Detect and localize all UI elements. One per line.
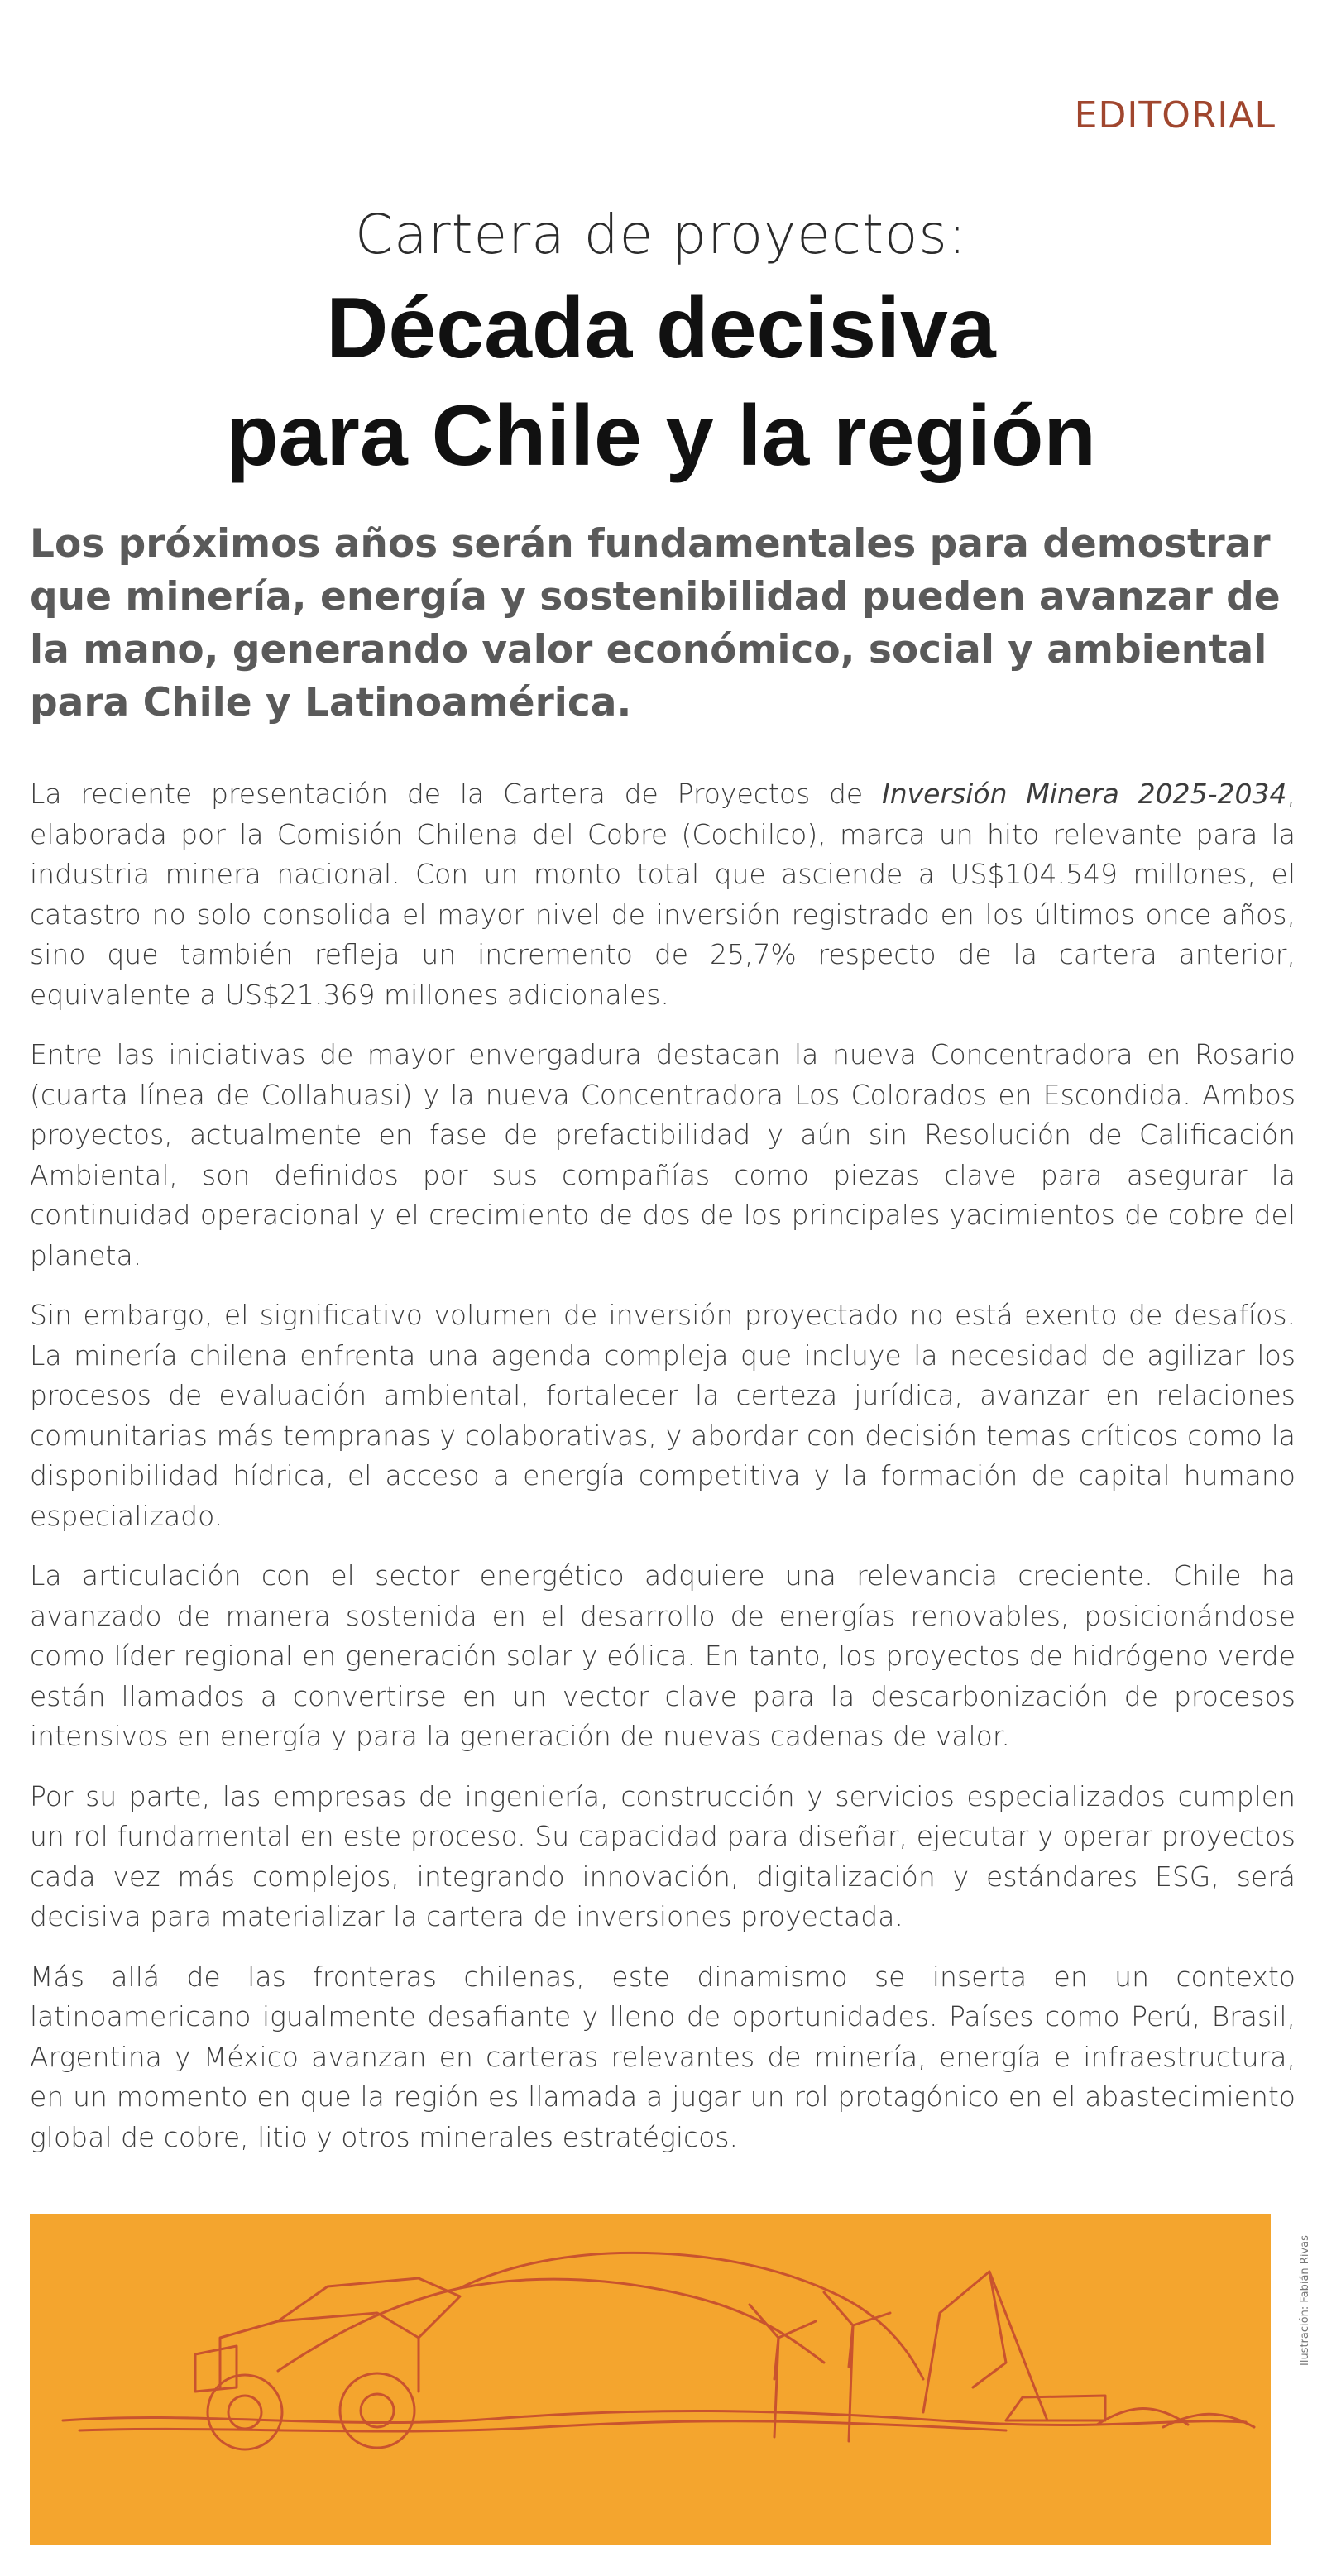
truck-body [220,2313,419,2392]
paragraph-1 [30,774,1296,1015]
shovel-arm [973,2272,1006,2387]
mountain-outline [460,2253,923,2379]
mining-illustration [30,2214,1271,2545]
headline-line-1: Década decisiva [326,280,996,376]
truck-wheel [208,2375,282,2449]
mountain-outline [278,2279,824,2371]
illustration-credit-text: Ilustración: Fabián Rivas [1299,2235,1311,2366]
truck-cab [195,2346,237,2392]
mining-sketch [30,2214,1271,2545]
paragraph-1-italic: Inversión Minera 2025-2034 [881,778,1287,810]
shovel-base [1006,2396,1105,2420]
truck-dump-bed [278,2278,460,2338]
kicker: Cartera de proyectos: [355,203,967,266]
article-body [30,774,1296,2177]
truck-wheel [340,2373,414,2448]
truck-wheel [228,2396,261,2429]
paragraph-3: Sin embargo, el significativo volumen de inversión proyectado no está exento de desafíos. La minería chilena enfrenta una agenda compleja que incluye la necesidad de agilizar los procesos de evaluación ambiental, fortalecer la certeza jurídica, avanzar en relaciones comunitarias más tempranas y colaborativas, y abordar con decisión temas críticos como la disponibilidad hídrica, el acceso a energía competitiva y la formación de capital humano especializado. [30,1299,1296,1532]
paragraph-5: Por su parte, las empresas de ingeniería, construcción y servicios especializados cumplen un rol fundamental en este proceso. Su capacidad para diseñar, ejecutar y operar proyectos cada vez más complejos, integrando innovación, digitalización y estándares ESG, será decisiva para materializar la cartera de inversiones proyectada. [30,1779,1296,1932]
headline-line-2: para Chile y la región [226,388,1096,484]
paragraph-1-rest: , elaborada por la Comisión Chilena del Cobre (Cochilco), marca un hito relevante para la industria minera nacional. Con un monto total que asciende a US$104.549 millones, el catastro no solo consolida el mayor nivel de inversión registrado en los últimos once años, sino que también refleja un incremento de 25,7% respecto de la cartera anterior, equivalente a US$21.369 millones adicionales. [30,778,1296,1011]
title-block [0,202,1322,490]
wind-turbine-blades [824,2292,890,2367]
illustration-credit [1284,2217,1311,2382]
deck-summary: Los próximos años serán fundamentales para demostrar que minería, energía y sostenibilidad pueden avanzar de la mano, generando valor económico, social y ambiental para Chile y Latinoamérica. [30,521,1281,725]
ground-line [79,2421,1006,2431]
paragraph-6: Más allá de las fronteras chilenas, este dinamismo se inserta en un contexto latinoamericano igualmente desafiante y lleno de oportunidades. Países como Perú, Brasil, Argentina y México avanzan en carteras relevantes de minería, energía e infraestructura, en un momento en que la región es llamada a jugar un rol protagónico en el abastecimiento global de cobre, litio y otros minerales estratégicos. [30,1960,1296,2153]
wind-turbine-blades [750,2305,816,2379]
headline [0,275,1322,490]
paragraph-1-lead: La reciente presentación de la Cartera de Proyectos de [30,778,882,810]
section-label: EDITORIAL [1074,94,1276,136]
paragraph-4: La articulación con el sector energético adquiere una relevancia creciente. Chile ha avanzado de manera sostenida en el desarrollo de energías renovables, posicionándose como líder regional en generación solar y eólica. En tanto, los proyectos de hidrógeno verde están llamados a convertirse en un vector clave para la descarbonización de procesos intensivos en energía y para la generación de nuevas cadenas de valor. [30,1559,1296,1752]
paragraph-2: Entre las iniciativas de mayor envergadura destacan la nueva Concentradora en Rosario (cuarta línea de Collahuasi) y la nueva Concentradora Los Colorados en Escondida. Ambos proyectos, actualmente en fase de prefactibilidad y aún sin Resolución de Calificación Ambiental, son definidos por sus compañías como piezas clave para asegurar la continuidad operacional y el crecimiento de dos de los principales yacimientos de cobre del planeta. [30,1038,1296,1271]
